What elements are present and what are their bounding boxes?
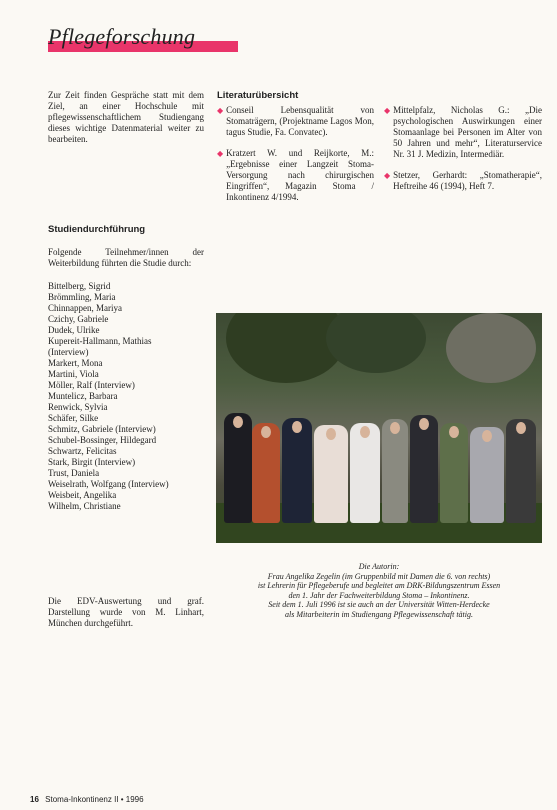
diamond-bullet-icon: ◆ (384, 106, 391, 115)
diamond-bullet-icon: ◆ (217, 106, 224, 115)
list-item: Wilhelm, Christiane (48, 501, 121, 511)
list-item: Muntelicz, Barbara (48, 391, 118, 401)
list-item: Trust, Daniela (48, 468, 100, 478)
caption-line: als Mitarbeiterin im Studiengang Pflegewissenschaft tätig. (285, 609, 473, 619)
caption-line: ist Lehrerin für Pflegeberufe und begleitet am DRK-Bildungszentrum Essen (257, 581, 501, 590)
list-item: Dudek, Ulrike (48, 325, 100, 335)
literature-column-2 (384, 105, 542, 192)
footer-text: Stoma-Inkontinenz II • 1996 (45, 795, 144, 804)
page-title: Pflegeforschung (48, 24, 196, 49)
study-heading: Studiendurchführung (48, 224, 146, 235)
literature-item: ◆ Conseil Lebensqualität von Stomaträgern, (Projektname Lagos Mon, tagus Studie, Fa. Convatec). (217, 105, 374, 137)
caption-line: Seit dem 1. Juli 1996 ist sie auch an der Universität Witten-Herdecke (268, 600, 490, 609)
diamond-bullet-icon: ◆ (384, 171, 391, 180)
list-item: Schwartz, Felicitas (48, 446, 117, 456)
list-item: Weisbeit, Angelika (48, 490, 117, 500)
page-number: 16 (30, 795, 39, 804)
intro-paragraph: Zur Zeit finden Gespräche statt mit dem Ziel, an einer Hochschule mit pflegewissenschaftlichem Studiengang dieses wichtige Datenmaterial weiter zu bearbeiten. (48, 90, 204, 144)
list-item: Kupereit-Hallmann, Mathias (48, 336, 152, 346)
literature-item: ◆ Stetzer, Gerhardt: „Stomatherapie“, Heftreihe 46 (1994), Heft 7. (384, 170, 542, 191)
caption-line: den 1. Jahr der Fachweiterbildung Stoma – Inkontinenz. (288, 590, 470, 600)
diamond-bullet-icon: ◆ (217, 149, 224, 158)
list-item: Brömmling, Maria (48, 292, 116, 302)
list-item: Schmitz, Gabriele (Interview) (48, 424, 156, 434)
caption-line: Frau Angelika Zegelin (im Gruppenbild mit Damen die 6. von rechts) (267, 571, 491, 581)
list-item: Möller, Ralf (Interview) (48, 380, 135, 390)
list-item: Schäfer, Silke (48, 413, 99, 423)
list-item: Bittelberg, Sigrid (48, 281, 111, 291)
edv-paragraph: Die EDV-Auswertung und graf. Darstellung wurde von M. Linhart, München durchgeführt. (48, 596, 204, 628)
literature-column-1 (217, 105, 374, 203)
list-item: Renwick, Sylvia (48, 402, 108, 412)
literature-heading: Literaturübersicht (217, 90, 299, 101)
study-intro: Folgende Teilnehmer/innen der Weiterbildung führten die Studie durch: (48, 247, 204, 268)
list-item: (Interview) (48, 347, 89, 357)
list-item: Chinnappen, Mariya (48, 303, 122, 313)
list-item: Schubel-Bossinger, Hildegard (48, 435, 157, 445)
list-item: Weiselrath, Wolfgang (Interview) (48, 479, 169, 489)
list-item: Markert, Mona (48, 358, 103, 368)
photo-caption (216, 562, 542, 619)
list-item: Martini, Viola (48, 369, 99, 379)
list-item: Czichy, Gabriele (48, 314, 109, 324)
list-item: Stark, Birgit (Interview) (48, 457, 136, 467)
page-footer (30, 795, 144, 804)
participant-list (48, 281, 208, 512)
caption-line: Die Autorin: (358, 562, 400, 571)
literature-item: ◆ Kratzert W. und Reijkorte, M.: „Ergebnisse einer Langzeit Stoma-Versorgung nach chirurgischen Eingriffen“, Magazin Stoma / Inkontinenz 4/1994. (217, 148, 374, 202)
literature-item: ◆ Mittelpfalz, Nicholas G.: „Die psychologischen Auswirkungen einer Stomaanlage bei Personen im Alter von 50 Jahren und mehr“, Literaturservice Nr. 31 J. Medizin, Intermediär. (384, 105, 542, 159)
group-photo (216, 313, 542, 543)
